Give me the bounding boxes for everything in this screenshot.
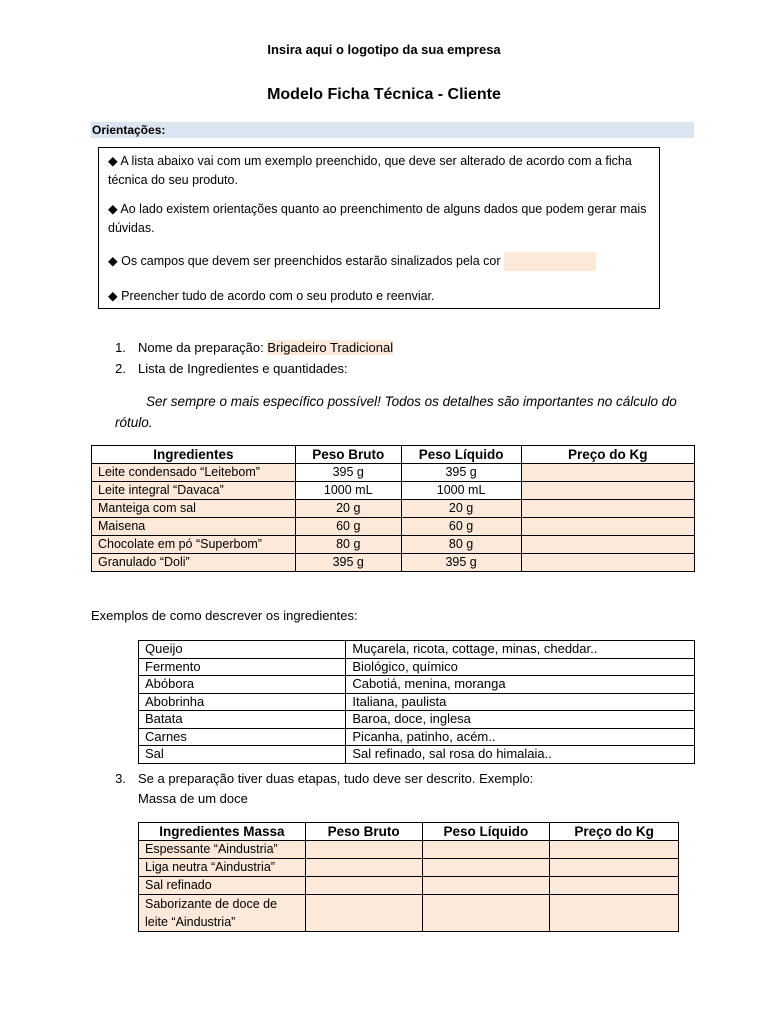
table-row [92, 482, 695, 500]
step-number: 2. [115, 361, 126, 376]
table-row [92, 518, 695, 536]
orientacao-item: ◆ A lista abaixo vai com um exemplo preenchido, que deve ser alterado de acordo com a ficha técnica do seu produto. [108, 154, 632, 187]
table-row [92, 464, 695, 482]
orientacao-item: ◆ Ao lado existem orientações quanto ao preenchimento de alguns dados que podem gerar mais dúvidas. [108, 202, 647, 235]
column-header: Peso Bruto [295, 446, 401, 464]
preparation-name-field[interactable]: Brigadeiro Tradicional [267, 340, 394, 355]
table-row [139, 895, 679, 932]
example-description: Biológico, químico [346, 658, 695, 676]
peso-liquido-cell[interactable]: 20 g [401, 500, 521, 518]
peso-bruto-cell[interactable] [305, 877, 422, 895]
column-header: Ingredientes Massa [139, 823, 306, 841]
diamond-bullet-icon: ◆ [108, 254, 118, 268]
step-number: 3. [115, 771, 126, 786]
peso-liquido-cell[interactable] [422, 841, 550, 859]
preco-kg-cell[interactable] [521, 500, 694, 518]
orientacao-item: ◆ Preencher tudo de acordo com o seu produto e reenviar. [108, 289, 435, 303]
diamond-bullet-icon: ◆ [108, 289, 118, 303]
table-row [139, 658, 695, 676]
diamond-bullet-icon: ◆ [108, 154, 118, 168]
table-row [139, 641, 695, 659]
ingredient-cell[interactable]: Leite condensado “Leitebom” [92, 464, 296, 482]
step-ingredients-list: Lista de Ingredientes e quantidades: [138, 361, 348, 376]
column-header: Peso Bruto [305, 823, 422, 841]
highlight-color-swatch [504, 252, 596, 271]
example-description: Italiana, paulista [346, 693, 695, 711]
ingredient-cell[interactable]: Granulado “Doli” [92, 554, 296, 572]
step-preparation-name: Nome da preparação: Brigadeiro Tradicional [138, 340, 394, 355]
specificity-note: Ser sempre o mais específico possível! Todos os detalhes são importantes no cálculo do rótulo. [115, 394, 677, 430]
peso-liquido-cell[interactable]: 80 g [401, 536, 521, 554]
peso-bruto-cell[interactable]: 60 g [295, 518, 401, 536]
peso-bruto-cell[interactable]: 80 g [295, 536, 401, 554]
peso-liquido-cell[interactable] [422, 895, 550, 932]
preco-kg-cell[interactable] [550, 841, 679, 859]
ingredient-cell[interactable]: Espessante “Aindustria” [139, 841, 306, 859]
peso-bruto-cell[interactable]: 395 g [295, 554, 401, 572]
example-ingredient: Batata [139, 711, 346, 729]
page-title: Modelo Ficha Técnica - Cliente [267, 86, 501, 103]
ingredient-cell[interactable]: Leite integral “Davaca” [92, 482, 296, 500]
table-header-row [139, 823, 679, 841]
table-row [139, 859, 679, 877]
table-row [139, 877, 679, 895]
step-number: 1. [115, 340, 126, 355]
ingredient-cell[interactable]: Chocolate em pó “Superbom” [92, 536, 296, 554]
ingredient-cell[interactable]: Saborizante de doce de leite “Aindustria” [139, 895, 306, 932]
orientacoes-header [91, 122, 694, 138]
examples-intro: Exemplos de como descrever os ingredientes: [91, 608, 358, 623]
preco-kg-cell[interactable] [521, 464, 694, 482]
table-row [139, 676, 695, 694]
diamond-bullet-icon: ◆ [108, 202, 118, 216]
peso-liquido-cell[interactable]: 1000 mL [401, 482, 521, 500]
massa-table [138, 822, 679, 932]
example-description: Cabotiá, menina, moranga [346, 676, 695, 694]
table-row [92, 554, 695, 572]
example-ingredient: Carnes [139, 728, 346, 746]
preco-kg-cell[interactable] [521, 536, 694, 554]
step-two-stages: Se a preparação tiver duas etapas, tudo deve ser descrito. Exemplo: [138, 771, 534, 786]
column-header: Preço do Kg [521, 446, 694, 464]
example-description: Picanha, patinho, acém.. [346, 728, 695, 746]
ingredient-cell[interactable]: Sal refinado [139, 877, 306, 895]
table-row [92, 536, 695, 554]
table-row [139, 693, 695, 711]
table-row [139, 711, 695, 729]
peso-bruto-cell[interactable]: 395 g [295, 464, 401, 482]
peso-bruto-cell[interactable] [305, 859, 422, 877]
preco-kg-cell[interactable] [521, 518, 694, 536]
ingredient-cell[interactable]: Manteiga com sal [92, 500, 296, 518]
table-row [139, 728, 695, 746]
peso-liquido-cell[interactable] [422, 859, 550, 877]
preco-kg-cell[interactable] [550, 877, 679, 895]
peso-liquido-cell[interactable]: 395 g [401, 464, 521, 482]
example-ingredient: Sal [139, 746, 346, 764]
preco-kg-cell[interactable] [521, 482, 694, 500]
ingredient-cell[interactable]: Maisena [92, 518, 296, 536]
ingredient-cell[interactable]: Liga neutra “Aindustria” [139, 859, 306, 877]
orientacoes-label: Orientações: [92, 123, 166, 137]
peso-liquido-cell[interactable]: 60 g [401, 518, 521, 536]
column-header: Peso Líquido [422, 823, 550, 841]
example-description: Muçarela, ricota, cottage, minas, cheddar.. [346, 641, 695, 659]
orientacoes-box [98, 147, 660, 309]
column-header: Ingredientes [92, 446, 296, 464]
peso-bruto-cell[interactable] [305, 841, 422, 859]
table-header-row [92, 446, 695, 464]
example-ingredient: Fermento [139, 658, 346, 676]
peso-bruto-cell[interactable] [305, 895, 422, 932]
peso-bruto-cell[interactable]: 1000 mL [295, 482, 401, 500]
example-ingredient: Abóbora [139, 676, 346, 694]
column-header: Preço do Kg [550, 823, 679, 841]
peso-liquido-cell[interactable] [422, 877, 550, 895]
preco-kg-cell[interactable] [550, 895, 679, 932]
table-row [139, 841, 679, 859]
example-ingredient: Queijo [139, 641, 346, 659]
ingredients-table [91, 445, 695, 572]
table-row [139, 746, 695, 764]
peso-liquido-cell[interactable]: 395 g [401, 554, 521, 572]
peso-bruto-cell[interactable]: 20 g [295, 500, 401, 518]
preco-kg-cell[interactable] [521, 554, 694, 572]
examples-table [138, 640, 695, 764]
orientacao-item: ◆ Os campos que devem ser preenchidos estarão sinalizados pela cor [108, 252, 653, 271]
preco-kg-cell[interactable] [550, 859, 679, 877]
example-ingredient: Abobrinha [139, 693, 346, 711]
table-row [92, 500, 695, 518]
example-description: Baroa, doce, inglesa [346, 711, 695, 729]
massa-subtitle: Massa de um doce [138, 791, 248, 806]
logo-placeholder: Insira aqui o logotipo da sua empresa [267, 42, 501, 57]
example-description: Sal refinado, sal rosa do himalaia.. [346, 746, 695, 764]
column-header: Peso Líquido [401, 446, 521, 464]
